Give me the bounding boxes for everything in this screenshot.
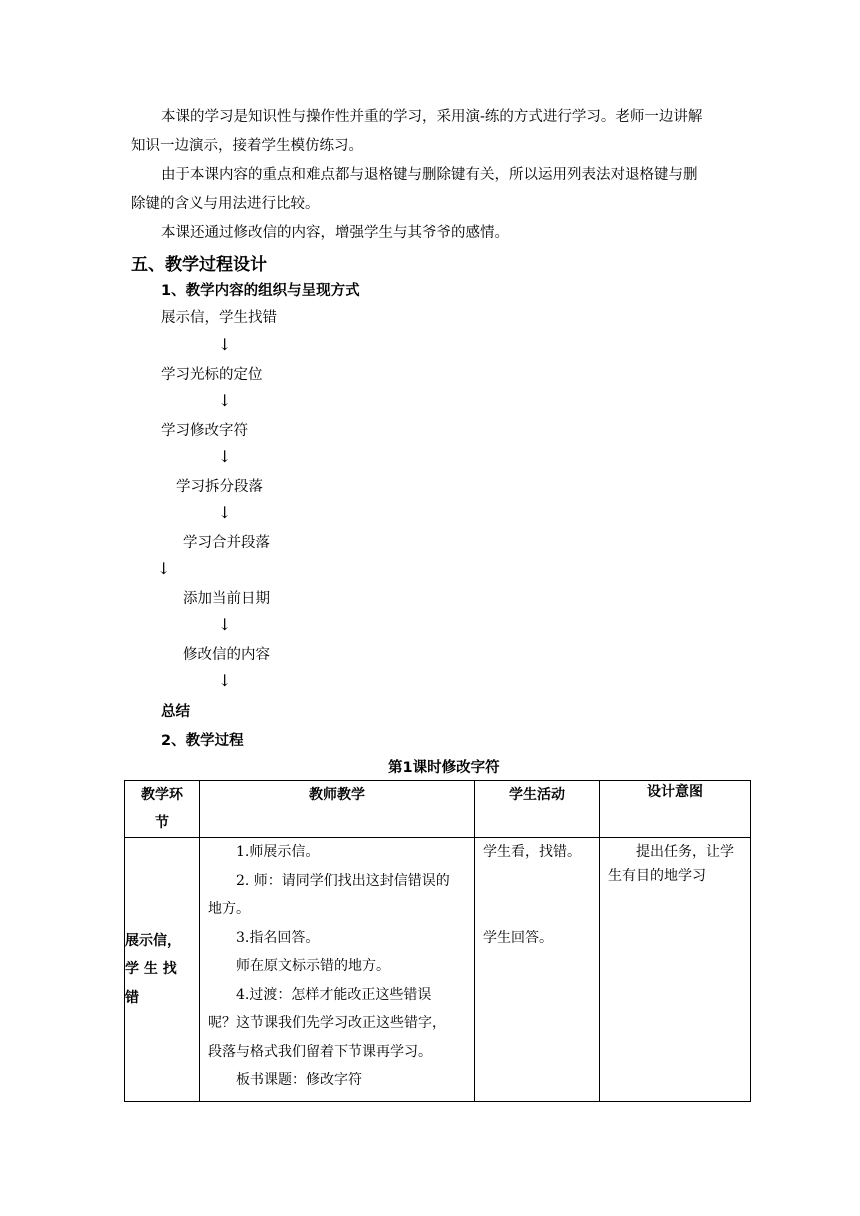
stage-line-1: 展示信，: [125, 932, 181, 949]
flow-step-4: 学习拆分段落: [176, 479, 263, 495]
intro-line-3: 由于本课内容的重点和难点都与退格键与删除键有关，所以运用列表法对退格键与删: [161, 167, 698, 183]
flow-step-8: 总结: [161, 704, 190, 720]
flow-arrow: ↓: [157, 559, 171, 578]
teacher-line: 地方。: [208, 901, 250, 917]
header-intent: [600, 781, 751, 838]
student-activity-1: 学生看，找错。: [483, 844, 581, 860]
intro-line-1: 本课的学习是知识性与操作性并重的学习，采用演-练的方式进行学习。老师一边讲解: [161, 109, 703, 125]
intro-line-4: 除键的含义与用法进行比较。: [131, 196, 320, 212]
subsection-heading-2: 2、教学过程: [161, 733, 244, 749]
header-student-label: 学生活动: [509, 787, 565, 803]
subsection-heading-1: 1、教学内容的组织与呈现方式: [161, 283, 360, 299]
table-header-row: [125, 781, 751, 838]
intro-line-2: 知识一边演示，接着学生模仿练习。: [131, 138, 363, 154]
flow-step-6: 添加当前日期: [183, 591, 270, 607]
header-stage: [125, 781, 200, 838]
flow-arrow: ↓: [218, 391, 232, 410]
teacher-line: 4.过渡：怎样才能改正这些错误: [236, 986, 432, 1003]
header-teacher-label: 教师教学: [309, 787, 365, 803]
teacher-line: 1.师展示信。: [236, 844, 320, 860]
header-student: [475, 781, 600, 838]
lesson-table: [124, 780, 751, 1102]
flow-step-3: 学习修改字符: [161, 423, 248, 439]
flow-arrow: ↓: [218, 335, 232, 354]
student-cell: [475, 838, 600, 1102]
intent-line-1: 提出任务，让学: [636, 844, 734, 860]
intro-line-5: 本课还通过修改信的内容，增强学生与其爷爷的感情。: [161, 225, 509, 241]
teacher-line: 呢？这节课我们先学习改正这些错字，: [208, 1015, 446, 1031]
intent-cell: [600, 838, 751, 1102]
flow-step-1: 展示信，学生找错: [161, 310, 277, 326]
section-heading: 五、教学过程设计: [131, 255, 267, 275]
header-intent-label: 设计意图: [647, 784, 703, 800]
teacher-cell: [200, 838, 475, 1102]
flow-step-7: 修改信的内容: [183, 647, 270, 663]
flow-arrow: ↓: [218, 671, 232, 690]
table-title: 第1课时修改字符: [388, 760, 500, 776]
teacher-line: 板书课题：修改字符: [236, 1072, 362, 1088]
table-row: [125, 838, 751, 1102]
flow-step-2: 学习光标的定位: [161, 367, 263, 383]
intent-line-2: 生有目的地学习: [608, 868, 706, 884]
header-stage-line2: 节: [155, 815, 169, 831]
teacher-line: 2. 师：请同学们找出这封信错误的: [236, 872, 450, 889]
teacher-line: 段落与格式我们留着下节课再学习。: [208, 1043, 432, 1060]
stage-line-3: 错: [125, 989, 139, 1006]
teacher-line: 师在原文标示错的地方。: [236, 958, 390, 974]
flow-arrow: ↓: [218, 447, 232, 466]
header-teacher: [200, 781, 475, 838]
flow-step-5: 学习合并段落: [183, 535, 270, 551]
header-stage-line1: 教学环: [141, 787, 183, 803]
stage-cell: [125, 838, 200, 1102]
flow-arrow: ↓: [218, 503, 232, 522]
teacher-line: 3.指名回答。: [236, 929, 320, 946]
student-activity-2: 学生回答。: [483, 929, 553, 946]
stage-line-2: 学 生 找: [125, 961, 177, 977]
flow-arrow: ↓: [218, 615, 232, 634]
